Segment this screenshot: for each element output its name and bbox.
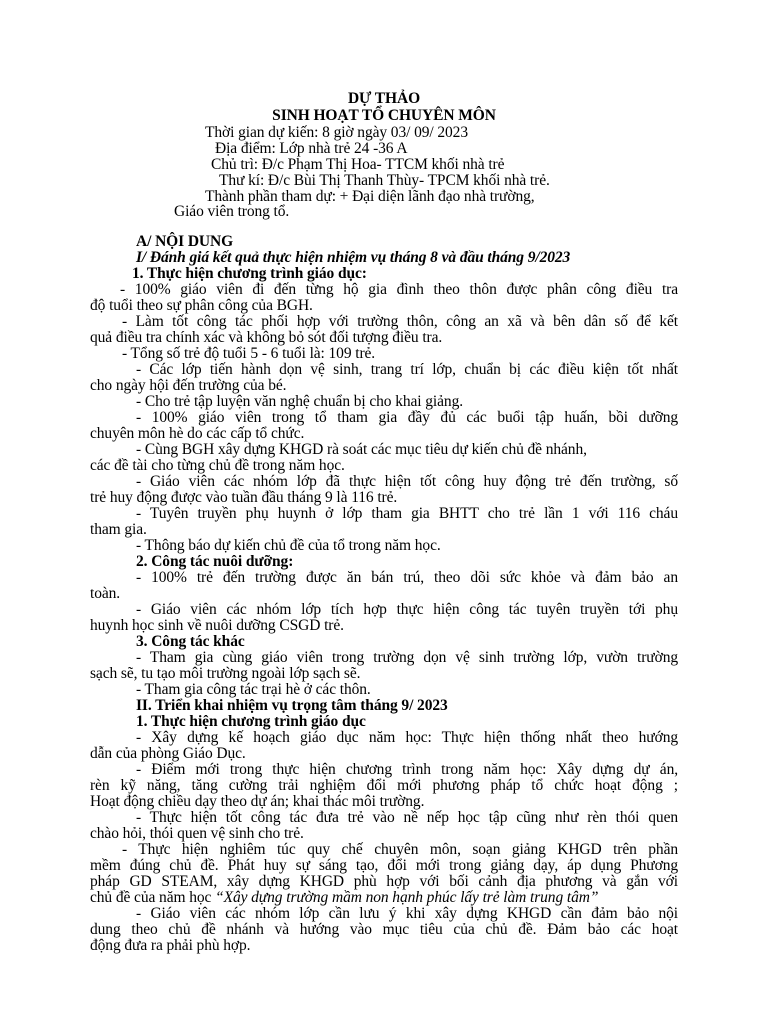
meeting-chair: Chủ trì: Đ/c Phạm Thị Hoa- TTCM khối nhà trẻ bbox=[211, 156, 505, 173]
paragraph-line: - Điểm mới trong thực hiện chương trình trong năm học: Xây dựng dự án, bbox=[136, 761, 678, 778]
paragraph-line: - Các lớp tiến hành dọn vệ sinh, trang trí lớp, chuẩn bị các điều kiện tốt nhất bbox=[136, 361, 678, 378]
paragraph-line: chuyên môn hè do các cấp tổ chức. bbox=[90, 425, 305, 442]
paragraph-line: chào hỏi, thói quen vệ sinh cho trẻ. bbox=[90, 825, 304, 842]
paragraph-line: trẻ huy động được vào tuần đầu tháng 9 là 116 trẻ. bbox=[90, 489, 398, 506]
paragraph-line: sạch sẽ, tu tạo môi trường ngoài lớp sạch sẽ. bbox=[90, 665, 361, 682]
paragraph-line: quả điều tra chính xác và không bỏ sót đối tượng điều tra. bbox=[90, 329, 443, 346]
doc-title: DỰ THẢO bbox=[347, 90, 421, 107]
paragraph-line: Hoạt động chiều dạy theo dự án; khai thác môi trường. bbox=[90, 793, 425, 810]
paragraph-line: - Giáo viên các nhóm lớp tích hợp thực hiện công tác tuyên truyền tới phụ bbox=[136, 601, 678, 618]
paragraph-line: - 100% giáo viên đi đến từng hộ gia đình theo thôn được phân công điều tra bbox=[120, 281, 678, 298]
paragraph-line bbox=[90, 889, 678, 906]
paragraph-line-text: chủ đề của năm học bbox=[90, 889, 216, 906]
paragraph-line: pháp GD STEAM, xây dựng KHGD phù hợp với bối cảnh địa phương và gắn với bbox=[90, 873, 678, 890]
paragraph-line: - Cho trẻ tập luyện văn nghệ chuẩn bị cho khai giảng. bbox=[136, 393, 463, 410]
section-i-heading: I/ Đánh giá kết quả thực hiện nhiệm vụ tháng 8 và đầu tháng 9/2023 bbox=[136, 249, 571, 266]
meeting-attendees-cont: Giáo viên trong tổ. bbox=[174, 203, 290, 220]
subsection-heading: 3. Công tác khác bbox=[136, 633, 245, 650]
paragraph-line: động đưa ra phải phù hợp. bbox=[90, 937, 251, 954]
paragraph-line: - Giáo viên các nhóm lớp cần lưu ý khi xây dựng KHGD cần đảm bảo nội bbox=[136, 905, 678, 922]
paragraph-line: toàn. bbox=[90, 585, 121, 602]
subsection-heading: 2. Công tác nuôi dưỡng: bbox=[136, 553, 294, 570]
paragraph-line: các đề tài cho từng chủ đề trong năm học. bbox=[90, 457, 345, 474]
meeting-attendees: Thành phần tham dự: + Đại diện lãnh đạo nhà trường, bbox=[205, 188, 535, 205]
paragraph-line: - Tuyên truyền phụ huynh ở lớp tham gia BHTT cho trẻ lần 1 với 116 cháu bbox=[136, 505, 678, 522]
paragraph-line: mềm đúng chủ đề. Phát huy sự sáng tạo, đổi mới trong giảng dạy, áp dụng Phương bbox=[90, 857, 678, 874]
paragraph-line: độ tuổi theo sự phân công của BGH. bbox=[90, 297, 313, 314]
meeting-time: Thời gian dự kiến: 8 giờ ngày 03/ 09/ 2023 bbox=[205, 124, 468, 141]
paragraph-line: - Giáo viên các nhóm lớp đã thực hiện tốt công huy động trẻ đến trường, số bbox=[136, 473, 678, 490]
paragraph-line: tham gia. bbox=[90, 521, 147, 538]
paragraph-line: - Tổng số trẻ độ tuổi 5 - 6 tuổi là: 109 trẻ. bbox=[122, 345, 376, 362]
paragraph-line: - 100% giáo viên trong tổ tham gia đầy đủ các buổi tập huấn, bồi dưỡng bbox=[136, 409, 678, 426]
paragraph-line: - Thực hiện nghiêm túc quy chế chuyên môn, soạn giảng KHGD trên phần bbox=[122, 841, 678, 858]
meeting-secretary: Thư kí: Đ/c Bùi Thị Thanh Thùy- TPCM khối nhà trẻ. bbox=[219, 172, 550, 189]
subsection-heading: 1. Thực hiện chương trình giáo dục: bbox=[132, 265, 367, 282]
paragraph-line: cho ngày hội đến trường của bé. bbox=[90, 377, 287, 394]
paragraph-line: - Xây dựng kế hoạch giáo dục năm học: Thực hiện thống nhất theo hướng bbox=[136, 729, 678, 746]
meeting-place: Địa điểm: Lớp nhà trẻ 24 -36 A bbox=[215, 140, 408, 157]
paragraph-line: huynh học sinh về nuôi dưỡng CSGD trẻ. bbox=[90, 617, 344, 634]
paragraph-line: - Cùng BGH xây dựng KHGD rà soát các mục tiêu dự kiến chủ đề nhánh, bbox=[136, 441, 587, 458]
paragraph-line: - Thông báo dự kiến chủ đề của tổ trong năm học. bbox=[136, 537, 441, 554]
school-year-theme: “Xây dựng trường mầm non hạnh phúc lấy trẻ làm trung tâm” bbox=[215, 889, 599, 906]
paragraph-line: - Làm tốt công tác phối hợp với trường thôn, công an xã và bên dân số để kết bbox=[122, 313, 678, 330]
paragraph-line: - Tham gia cùng giáo viên trong trường dọn vệ sinh trường lớp, vườn trường bbox=[136, 649, 678, 666]
section-ii-heading: II. Triển khai nhiệm vụ trọng tâm tháng 9/ 2023 bbox=[136, 697, 448, 714]
paragraph-line: - Thực hiện tốt công tác đưa trẻ vào nề nếp học tập cũng như rèn thói quen bbox=[136, 809, 678, 826]
paragraph-line: dung theo chủ đề nhánh và hướng vào mục tiêu của chủ đề. Đảm bảo các hoạt bbox=[90, 921, 678, 938]
doc-subtitle: SINH HOẠT TỔ CHUYÊN MÔN bbox=[272, 107, 496, 124]
paragraph-line: - Tham gia công tác trại hè ở các thôn. bbox=[136, 681, 371, 698]
paragraph-line: dẫn của phòng Giáo Dục. bbox=[90, 745, 246, 762]
subsection-heading: 1. Thực hiện chương trình giáo dục bbox=[136, 713, 366, 730]
section-a-heading: A/ NỘI DUNG bbox=[136, 233, 234, 250]
paragraph-line: - 100% trẻ đến trường được ăn bán trú, theo dõi sức khỏe và đảm bảo an bbox=[136, 569, 678, 586]
paragraph-line: rèn kỹ năng, tăng cường trải nghiệm đổi mới phương pháp tổ chức hoạt động ; bbox=[90, 777, 678, 794]
